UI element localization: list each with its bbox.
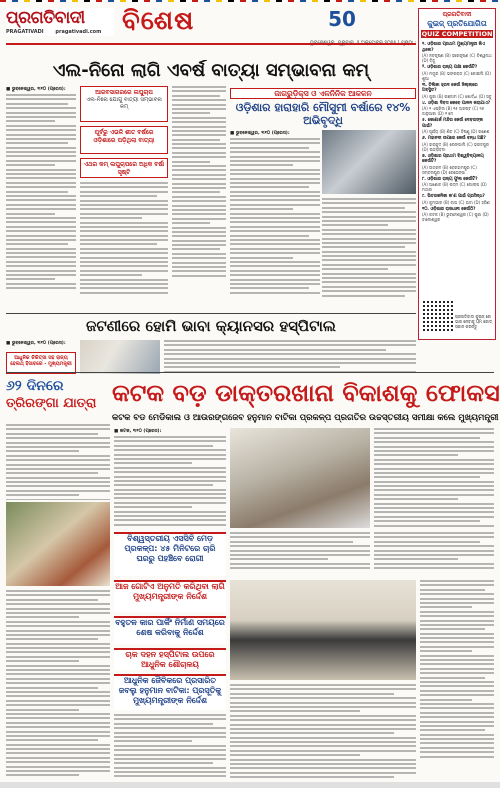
- cuttack-body-7: [230, 684, 416, 780]
- section-title: ବିଶେଷ: [122, 6, 195, 36]
- cuttack-subhead: କଟକ ବଡ ମେଡିକାଲ ଓ ଆଉରଙ୍ଗଜେବ ହନୁମାନ ବାଟିକା ପ୍ରକଳ୍ପ ପ୍ରଗତିର ଉଚ୍ଚସ୍ତରୀୟ ସମୀକ୍ଷା କଲେ ମୁଖ୍ୟମନ୍ତ୍ରୀ: [112, 413, 499, 423]
- hospital-photo: [80, 340, 160, 374]
- rain-column-2: [322, 198, 416, 310]
- cuttack-body-2: [374, 428, 494, 528]
- hospital-headline[interactable]: ଜଟଣୀରେ ହୋମି ଭାବା କ୍ୟାନସର ହସ୍ପିଟାଲ: [86, 317, 336, 335]
- lead-byline: ■ ଭୁବନେଶ୍ୱର, ୧ା୧୦ (ପ୍ରେସ):: [6, 87, 66, 92]
- divider: [6, 372, 494, 373]
- lead-column-2: [80, 182, 168, 312]
- cuttack-body-4: [374, 532, 494, 576]
- quiz-question: ୪. ଓଡ଼ିଶା ଦିବସ କେବେ ପାଳନ କରାଯାଏ? (A) ୧ ଏପ୍ରିଲ (B) ୧୫ ଅଗଷ୍ଟ (C) ୨୬ ଜାନୁଆରୀ (D) ୧ ମେ: [422, 100, 491, 116]
- logo[interactable]: [6, 8, 114, 36]
- scb-project-box: ବିଶ୍ୱସ୍ତରୀୟ ଏସସିବି ମେଡ଼ ପ୍ରକଳ୍ପ: ୪୫ ମିନିଟରେ ଚାରି ଘରରୁ ପହଞ୍ଚିବେ ରୋଗୀ: [114, 532, 226, 576]
- qr-caption: ପ୍ରଗତିବାଦୀ କୁଇଜ୍ ରେ ଭାଗ ନେବାକୁ QR କୋଡ୍ ସ୍କାନ କରନ୍ତୁ: [455, 314, 493, 329]
- logo-name: ପ୍ରଗତିବାଦୀ: [6, 8, 85, 28]
- color-registration-strip: [0, 0, 500, 2]
- logo-sub: PRAGATIVADI pragativadi.com: [6, 29, 102, 35]
- rain-headline[interactable]: ଓଡ଼ିଶାର ହାରାହାରି ମୌସୁମୀ ବର୍ଷାରେ ୧୪% ଅଭିବୃଦ୍ଧି: [235, 101, 411, 127]
- quiz-question: ୧. ଓଡ଼ିଶାର ପ୍ରଥମ ମୁଖ୍ୟମନ୍ତ୍ରୀ କିଏ ଥିଲେ? (A) ନବକୃଷ୍ଣ (B) ହରେକୃଷ୍ଣ (C) ବିଶ୍ୱନାଥ (D) ବିଜୁ: [422, 42, 492, 63]
- quiz-question: ୧୦. ଓଡ଼ିଶାର ରାଜଧାନୀ କେଉଁଠି? (A) କଟକ (B) ଭୁବନେଶ୍ୱର (C) ପୁରୀ (D) ବାଲେଶ୍ୱର: [422, 206, 489, 222]
- rain-byline: ■ ଭୁବନେଶ୍ୱର, ୧ା୧୦ (ପ୍ରେସ):: [230, 131, 290, 136]
- lead-highlight-box-3: ଏଥର କମ୍ ଲଘୁଚାପରେ ଅଧିକ ବର୍ଷା ସୃଷ୍ଟି: [80, 158, 168, 178]
- rain-photo: [322, 130, 416, 194]
- tiranga-yatra-badge[interactable]: ୬୨ ଦିନରେ ତ୍ରିରଙ୍ଗା ଯାତ୍ରା: [6, 378, 97, 411]
- lead-highlight-box-2: ପୂର୍ବରୁ ଏଭଳି ଶୀତ ବର୍ଷରେ ଓଡ଼ିଶାରେ ପଡ଼ିଥିଲା ବାତ୍ୟା: [80, 126, 168, 154]
- quiz-question: ୭. ଓଡ଼ିଶାର ପ୍ରଥମ ବିଶ୍ୱବିଦ୍ୟାଳୟ କେଉଁଟି? (A) ଉତ୍କଳ (B) ବେରହାମପୁର (C) ସମ୍ବଲପୁର (D) ରେଭେନ୍ସା: [422, 153, 484, 175]
- hospital-byline-col: ■ ଭୁବନେଶ୍ୱର, ୧ା୧୦ (ପ୍ରେସ):: [6, 341, 66, 346]
- hanuman-vatika-box: ଆଧୁନିକ ଜୈବିକରେ ପ୍ରସାରିତ ଜବଲୁ ହନୁମାନ ବାଟିକା: ପ୍ରସୂତିକୁ ମୁଖ୍ୟମନ୍ତ୍ରୀଙ୍କ ନିର୍ଦ୍ଦେଶ: [114, 674, 226, 710]
- quiz-banner: QUIZ COMPETITION: [421, 30, 493, 38]
- quiz-question: ୩. ଚିଲିକା ହ୍ରଦ କେଉଁ ଜିଲ୍ଲାରେ ଅବସ୍ଥିତ? (A) ପୁରୀ (B) ଗଞ୍ଜାମ (C) ଖୋର୍ଦ୍ଧା (D) ସବୁ: [422, 82, 492, 99]
- toilet-box: ଚାକ ଦହନ ହସ୍ପିଟାଲ ଉପରେ ଆଧୁନିକ ଶୌଚାଳୟ: [114, 648, 226, 670]
- masthead: [6, 8, 416, 42]
- meeting-photo: [230, 580, 416, 680]
- cuttack-headline[interactable]: କଟକ ବଡ଼ ଡାକ୍ତରଖାନା ବିକାଶକୁ ଫୋକସ: [112, 379, 500, 407]
- quiz-question: ୮. ଓଡ଼ିଶାର ରାଜ୍ୟ ଫୁଲ କେଉଁଟି? (A) ଅଶୋକ (B) ପଦ୍ମ (C) ଗୋଲାପ (D) ମନ୍ଦାର: [422, 176, 487, 192]
- rain-column-1: [230, 130, 320, 310]
- cuttack-body-6: [420, 580, 494, 780]
- quiz-question: ୨. ଓଡ଼ିଶାର ରାଜ୍ୟ ପକ୍ଷୀ କେଉଁଟି? (A) ମୟୂର (B) ଭଙ୍ଗରାଜ (C) କୋଇଲି (D) ଶୁଆ: [422, 65, 491, 81]
- tiranga-photo: [6, 502, 110, 586]
- cm-directive-box: ଆଜ ଗୋଟିଏ ଅନୁମତି କରିଥିବା ଲାଗି ମୁଖ୍ୟମନ୍ତ୍ରୀଙ୍କ ନିର୍ଦ୍ଦେଶ: [114, 580, 226, 612]
- hospital-body: [164, 340, 416, 374]
- cuttack-body-3: [114, 714, 226, 780]
- quiz-question: ୬. ମହାନଦୀ ଉପରେ କେଉଁ ବନ୍ଧ ଅଛି? (A) ହୀରାକୁଦ (B) ରେଙ୍ଗାଲି (C) ଭରତପୁର (D) ଇନ୍ଦ୍ରାବତୀ: [422, 136, 489, 152]
- anniversary-logo: 50: [328, 7, 356, 31]
- tiranga-body: [6, 424, 110, 500]
- quiz-question: ୫. କୋଣାର୍କ ମନ୍ଦିର କେଉଁ ଦେବତାଙ୍କ ପାଇଁ? (A) ସୂର୍ଯ୍ୟ (B) ଶିବ (C) ବିଷ୍ଣୁ (D) ଗଣେଶ: [422, 118, 490, 134]
- lead-headline[interactable]: ଏଲ-ନିନୋ ଲାଗି ଏବର୍ଷ ବାତ୍ୟା ସମ୍ଭାବନା କମ୍: [52, 60, 370, 81]
- parking-box: ବହୁତଳ କାର ପାର୍କିଂ ନିର୍ମାଣ ସମୟରେ ଶେଷ କରିବାକୁ ନିର୍ଦ୍ଦେଶ: [114, 616, 226, 644]
- quiz-header: ପ୍ରଗତିବାଦୀ କୁଇଜ୍ ପ୍ରତିଯୋଗିତା QUIZ COMPETITION: [419, 9, 495, 41]
- quiz-question: ୯. ଭିତରକନିକା କ'ଣ ପାଇଁ ପ୍ରସିଦ୍ଧ? (A) କୁମ୍ଭୀର (B) ବାଘ (C) ହାତୀ (D) ହରିଣ: [422, 194, 490, 205]
- masthead-rule: [6, 43, 416, 45]
- cuttack-body-1: ■ କଟକ, ୧ା୧୦ (ପ୍ରେସ):: [114, 428, 226, 528]
- divider: [6, 313, 416, 314]
- footer-strip: [0, 782, 500, 788]
- lead-column-1: [6, 86, 76, 311]
- lead-highlight-box-1: ଆରବସାଗରରେ ଲଘୁଚାପ ଏଲ-ନିନୋ ଯୋଗୁ ବାତ୍ୟା ସମ୍ଭାବନା କମ୍: [80, 86, 168, 122]
- hospital-highlight-box: ଆଧୁନିକ ଚିକିତ୍ସା ସହ ରାଜ୍ୟ ହେଲଥ୍ ହିସାବରେ - ମୁଖ୍ୟମନ୍ତ୍ରୀ: [6, 352, 76, 374]
- cuttack-body-5: [230, 532, 370, 576]
- lead-column-3: [172, 86, 226, 311]
- rain-kicker: ଜାଗରୁଡ଼ିକ୍ସ ଓ ଏଳନିନିକ ଆକଳନ: [230, 88, 416, 99]
- cm-review-photo: [230, 428, 370, 528]
- quiz-panel: [418, 8, 496, 340]
- tiranga-body-2: [6, 590, 110, 780]
